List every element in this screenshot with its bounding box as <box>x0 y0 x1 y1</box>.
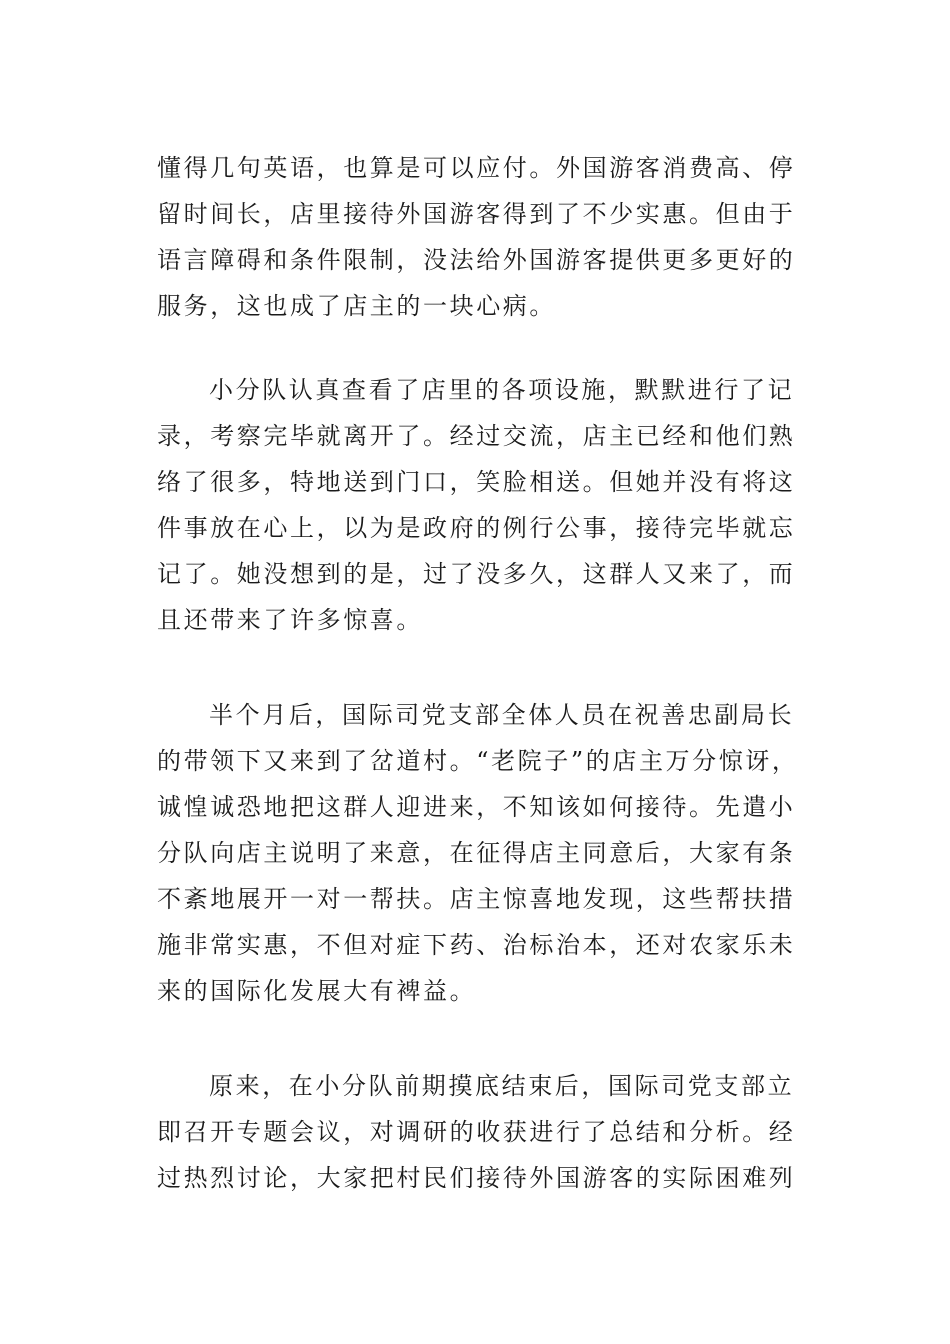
paragraph-line: 且还带来了许多惊喜。 <box>157 606 423 634</box>
paragraph-line: 来的国际化发展大有裨益。 <box>157 977 477 1005</box>
paragraph-line: 过热烈讨论，大家把村民们接待外国游客的实际困难列 <box>157 1164 796 1192</box>
paragraph-line: 小分队认真查看了店里的各项设施，默默进行了记 <box>209 376 795 404</box>
paragraph-line: 原来，在小分队前期摸底结束后，国际司党支部立 <box>209 1072 795 1100</box>
paragraph-4 <box>157 1063 797 1201</box>
paragraph-2 <box>157 367 797 643</box>
paragraph-line: 服务，这也成了店主的一块心病。 <box>157 292 556 320</box>
paragraph-1 <box>157 145 797 329</box>
paragraph-line: 留时间长，店里接待外国游客得到了不少实惠。但由于 <box>157 200 796 228</box>
paragraph-line: 半个月后，国际司党支部全体人员在祝善忠副局长 <box>209 701 795 729</box>
paragraph-line: 记了。她没想到的是，过了没多久，这群人又来了，而 <box>157 560 796 588</box>
paragraph-line: 的带领下又来到了岔道村。“老院子”的店主万分惊讶， <box>157 747 799 775</box>
paragraph-line: 施非常实惠，不但对症下药、治标治本，还对农家乐未 <box>157 931 796 959</box>
paragraph-line: 录，考察完毕就离开了。经过交流，店主已经和他们熟 <box>157 422 796 450</box>
paragraph-line: 懂得几句英语，也算是可以应付。外国游客消费高、停 <box>157 154 796 182</box>
paragraph-line: 即召开专题会议，对调研的收获进行了总结和分析。经 <box>157 1118 796 1146</box>
paragraph-line: 分队向店主说明了来意，在征得店主同意后，大家有条 <box>157 839 796 867</box>
paragraph-line: 语言障碍和条件限制，没法给外国游客提供更多更好的 <box>157 246 796 274</box>
paragraph-line: 不紊地展开一对一帮扶。店主惊喜地发现，这些帮扶措 <box>157 885 796 913</box>
paragraph-line: 诚惶诚恐地把这群人迎进来，不知该如何接待。先遣小 <box>157 793 796 821</box>
paragraph-line: 络了很多，特地送到门口，笑脸相送。但她并没有将这 <box>157 468 796 496</box>
paragraph-line: 件事放在心上，以为是政府的例行公事，接待完毕就忘 <box>157 514 796 542</box>
paragraph-3 <box>157 692 797 1014</box>
